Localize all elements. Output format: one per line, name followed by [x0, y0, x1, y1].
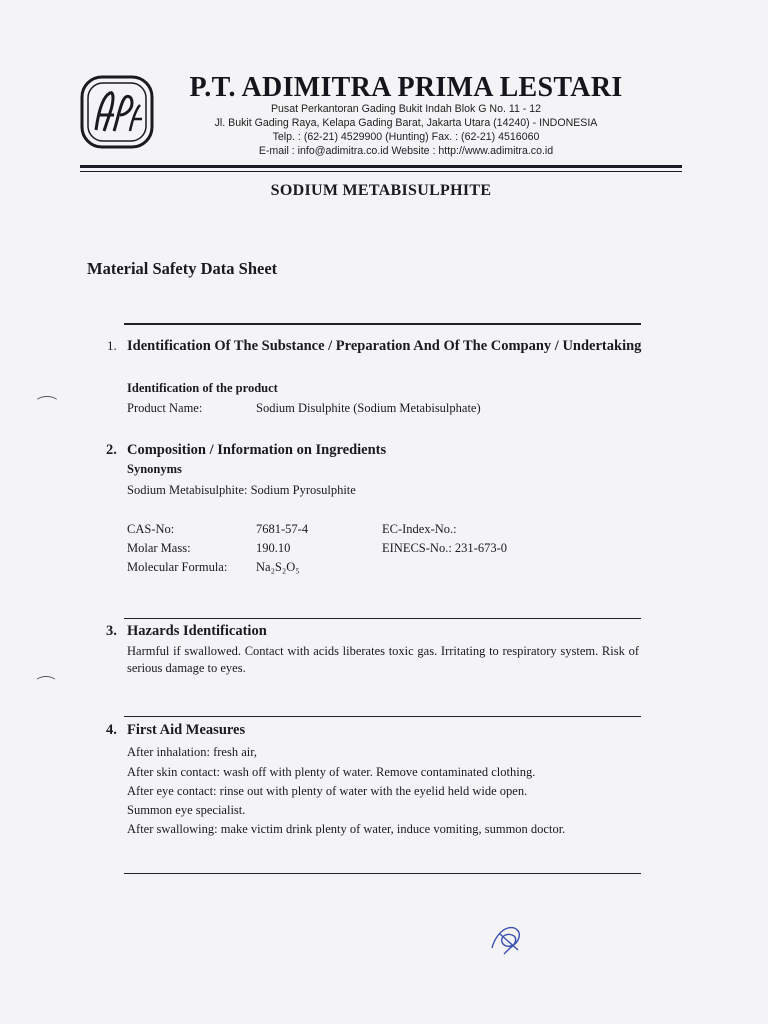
address-line: Pusat Perkantoran Gading Bukit Indah Blok G No. 11 - 12: [270, 103, 542, 115]
section-divider: [124, 323, 641, 325]
address-line: Jl. Bukit Gading Raya, Kelapa Gading Barat, Jakarta Utara (14240) - INDONESIA: [214, 117, 598, 129]
formula-label: Molecular Formula:: [127, 560, 228, 574]
handwritten-initial-signature: [488, 922, 528, 956]
section-divider: [124, 618, 641, 619]
company-name: P.T. ADIMITRA PRIMA LESTARI: [189, 72, 623, 103]
section-heading: Identification Of The Substance / Preparation And Of The Company / Undertaking: [127, 338, 642, 354]
product-title: SODIUM METABISULPHITE: [270, 182, 492, 199]
phone-line: Telp. : (62-21) 4529900 (Hunting) Fax. : (62-21) 4516060: [272, 131, 540, 143]
hazards-text: Harmful if swallowed. Contact with acids liberates toxic gas. Irritating to respiratory system. Risk of serious damage to eyes.: [127, 644, 639, 675]
first-aid-line: Summon eye specialist.: [127, 803, 246, 817]
first-aid-line: After eye contact: rinse out with plenty of water with the eyelid held wide open.: [127, 784, 528, 798]
section-divider: [124, 716, 641, 717]
section-number: 3.: [106, 623, 117, 639]
molar-mass-value: 190.10: [256, 541, 291, 555]
section-subheading: Synonyms: [127, 462, 182, 476]
section-heading: First Aid Measures: [127, 722, 246, 738]
section-number: 1.: [107, 338, 117, 353]
header-rule-thick: [80, 165, 682, 168]
product-name-value: Sodium Disulphite (Sodium Metabisulphate): [256, 401, 481, 415]
section-heading: Hazards Identification: [127, 623, 267, 639]
section-number: 2.: [106, 442, 117, 458]
first-aid-line: After skin contact: wash off with plenty of water. Remove contaminated clothing.: [127, 765, 536, 779]
cas-label: CAS-No:: [127, 522, 175, 536]
section-subheading: Identification of the product: [127, 381, 278, 395]
sheet-title: Material Safety Data Sheet: [87, 259, 278, 278]
section-number: 4.: [106, 722, 117, 738]
cas-value: 7681-57-4: [256, 522, 309, 536]
header-rule-thin: [80, 171, 682, 172]
synonyms-text: Sodium Metabisulphite: Sodium Pyrosulphite: [127, 483, 356, 497]
first-aid-line: After swallowing: make victim drink plenty of water, induce vomiting, summon doctor.: [127, 822, 566, 836]
punch-hole-mark: [34, 676, 58, 692]
first-aid-line: After inhalation: fresh air,: [127, 745, 258, 759]
section-heading: Composition / Information on Ingredients: [127, 442, 387, 458]
contact-line: E-mail : info@adimitra.co.id Website : http://www.adimitra.co.id: [258, 145, 554, 157]
product-name-label: Product Name:: [127, 401, 203, 415]
einecs-number: EINECS-No.: 231-673-0: [382, 541, 507, 555]
molar-mass-label: Molar Mass:: [127, 541, 191, 555]
ec-index-label: EC-Index-No.:: [382, 522, 457, 536]
section-divider: [124, 873, 641, 874]
punch-hole-mark: [34, 396, 60, 412]
adimitra-logo-icon: [80, 75, 154, 149]
formula-value: Na₂S₂O₅: [256, 560, 300, 574]
